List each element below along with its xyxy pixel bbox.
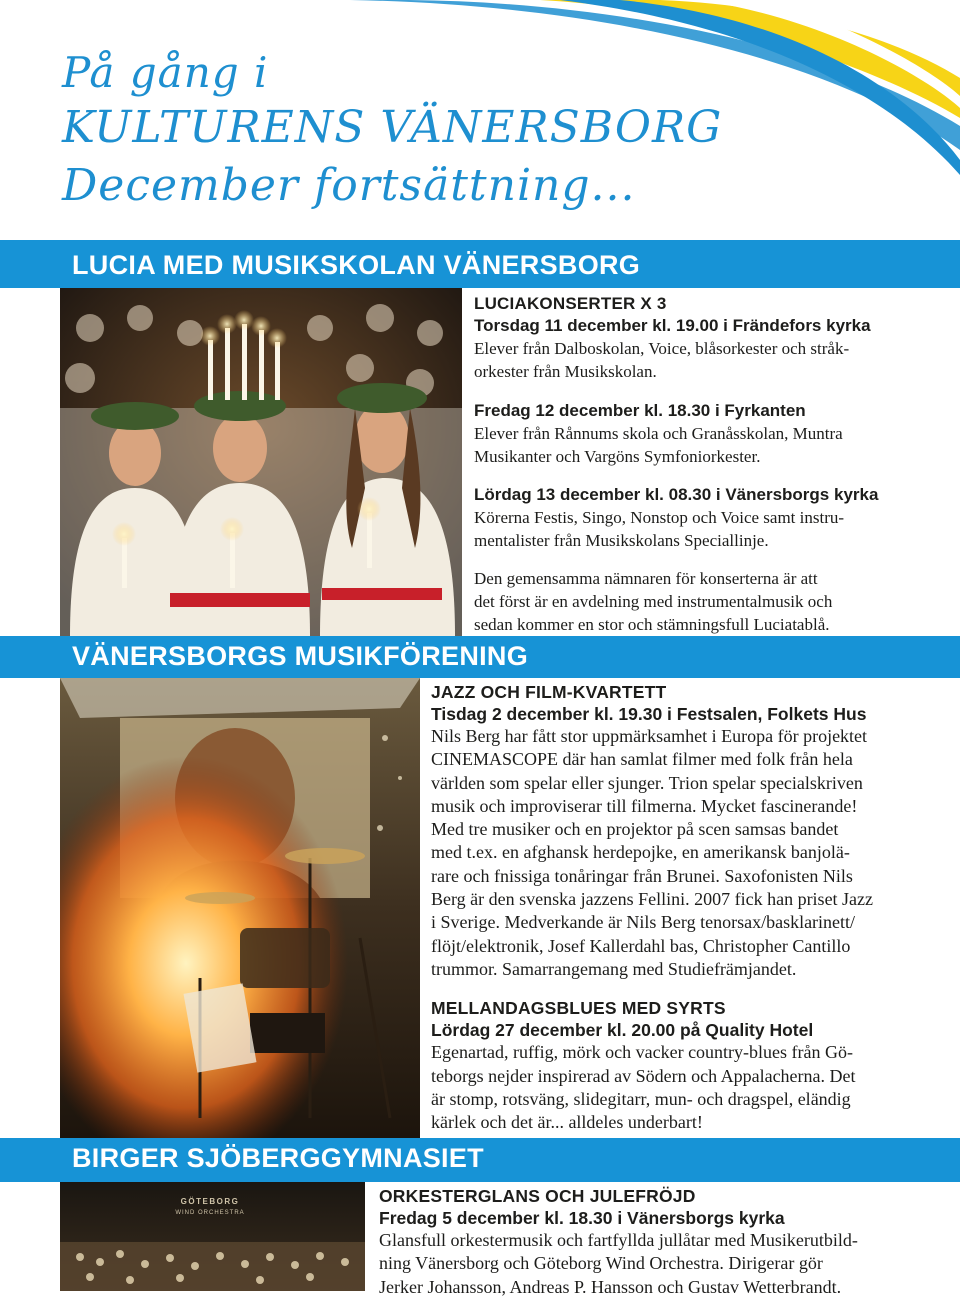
title-line-2: KULTURENS VÄNERSBORG	[62, 102, 723, 153]
blues-line-1: Egenartad, ruffig, mörk och vacker country-blues från Gö-	[431, 1042, 854, 1063]
lucia-event-2-line-1: Elever från Rånnums skola och Granåsskolan, Muntra	[474, 423, 843, 443]
lucia-closing-line-2: det först är en avdelning med instrumentalmusik och	[474, 592, 833, 612]
orchestra-photo	[60, 1182, 365, 1291]
jazz-text-block	[431, 681, 956, 1134]
title-line-3: December fortsättning...	[62, 160, 636, 211]
jazz-line-2: CINEMASCOPE där han samlat filmer med folk från hela	[431, 749, 853, 770]
lucia-closing	[474, 567, 954, 637]
blues-heading: MELLANDAGSBLUES MED SYRTS	[431, 998, 726, 1019]
blues-when: Lördag 27 december kl. 20.00 på Quality Hotel	[431, 1020, 814, 1041]
jazz-line-6: med t.ex. en afghansk herdepojke, en amerikansk banjolä-	[431, 842, 850, 863]
lucia-band	[0, 240, 960, 288]
lucia-event-3-desc	[474, 506, 954, 553]
jazz-line-11: trummor. Samarrangemang med Studiefrämjandet.	[431, 958, 797, 979]
musikforening-section-title: VÄNERSBORGS MUSIKFÖRENING	[72, 641, 529, 671]
lucia-section-title: LUCIA MED MUSIKSKOLAN VÄNERSBORG	[72, 250, 641, 280]
lucia-event-1-line-1: Elever från Dalboskolan, Voice, blåsorkester och stråk-	[474, 339, 850, 358]
lucia-event-2-line-2: Musikanter och Vargöns Symfoniorkester.	[474, 446, 761, 466]
lucia-event-3-line-2: mentalister från Musikskolans Speciallinje.	[474, 531, 769, 551]
lucia-event-3-when: Lördag 13 december kl. 08.30 i Vänersborgs kyrka	[474, 485, 879, 505]
jazz-heading: JAZZ OCH FILM-KVARTETT	[431, 682, 667, 702]
lucia-heading: LUCIAKONSERTER X 3	[474, 294, 667, 313]
lucia-closing-line-1: Den gemensamma nämnaren för konserterna är att	[474, 568, 818, 588]
lucia-event-1-when: Torsdag 11 december kl. 19.00 i Frändefors kyrka	[474, 316, 871, 335]
jazz-desc	[431, 725, 956, 981]
jazz-line-5: Med tre musiker och en projektor på scen samsas bandet	[431, 819, 839, 840]
birger-desc	[379, 1229, 957, 1299]
blues-line-2: teborgs nejder inspirerad av Södern och Appalacherna. Det	[431, 1065, 856, 1086]
lucia-event-3-line-1: Körerna Festis, Singo, Nonstop och Voice samt instru-	[474, 508, 845, 528]
blues-desc	[431, 1041, 956, 1134]
jazz-when: Tisdag 2 december kl. 19.30 i Festsalen, Folkets Hus	[431, 704, 867, 724]
orchestra-photo-line-1: GÖTEBORG	[180, 1197, 240, 1206]
lucia-event-1-desc	[474, 337, 954, 384]
birger-band	[0, 1138, 960, 1182]
lucia-closing-line-3: sedan kommer en stor och stämningsfull Luciatablå.	[474, 615, 830, 635]
lucia-event-1-line-2: orkester från Musikskolan.	[474, 362, 657, 382]
birger-section-title: BIRGER SJÖBERGGYMNASIET	[72, 1143, 484, 1173]
jazz-line-4: musik och improviserar till filmerna. Mycket fascinerande!	[431, 795, 858, 816]
blues-line-4: kärlek och det är... alldeles underbart!	[431, 1112, 703, 1133]
blues-line-3: är stomp, rotsväng, slidegitarr, mun- och dragspel, eländig	[431, 1088, 851, 1109]
birger-line-1: Glansfull orkestermusik och fartfyllda jullåtar med Musikerutbild-	[379, 1230, 858, 1250]
jazz-line-7: rare och fnissiga tonåringar från Brunei. Saxofonisten Nils	[431, 865, 853, 886]
jazz-line-8: Berg är den svenska jazzens Fellini. 2007 fick han priset Jazz	[431, 889, 874, 910]
jazz-line-3: världen som spelar eller sjunger. Trion spelar specialskriven	[431, 772, 863, 793]
birger-when: Fredag 5 december kl. 18.30 i Vänersborgs kyrka	[379, 1208, 785, 1228]
lucia-event-2-when: Fredag 12 december kl. 18.30 i Fyrkanten	[474, 400, 806, 420]
lucia-event-2-desc	[474, 422, 954, 469]
orchestra-photo-line-2: WIND ORCHESTRA	[175, 1210, 245, 1216]
jazz-line-9: i Sverige. Medverkande är Nils Berg tenorsax/basklarinett/	[431, 912, 856, 933]
lucia-photo	[60, 288, 462, 636]
birger-line-2: ning Vänersborg och Göteborg Wind Orchestra. Dirigerar gör	[379, 1253, 823, 1274]
lucia-text-block	[474, 293, 954, 637]
musikforening-band	[0, 636, 960, 678]
birger-text-block	[379, 1185, 957, 1299]
birger-heading: ORKESTERGLANS OCH JULEFRÖJD	[379, 1186, 696, 1206]
title-line-1: På gång i	[62, 48, 269, 97]
jazz-photo	[60, 678, 420, 1138]
birger-line-3: Jerker Johansson, Andreas P. Hansson och Gustav Wetterbrandt.	[379, 1276, 842, 1297]
jazz-line-10: flöjt/elektronik, Josef Kallerdahl bas, Christopher Cantillo	[431, 935, 851, 956]
jazz-line-1: Nils Berg har fått stor uppmärksamhet i Europa för projektet	[431, 726, 868, 746]
